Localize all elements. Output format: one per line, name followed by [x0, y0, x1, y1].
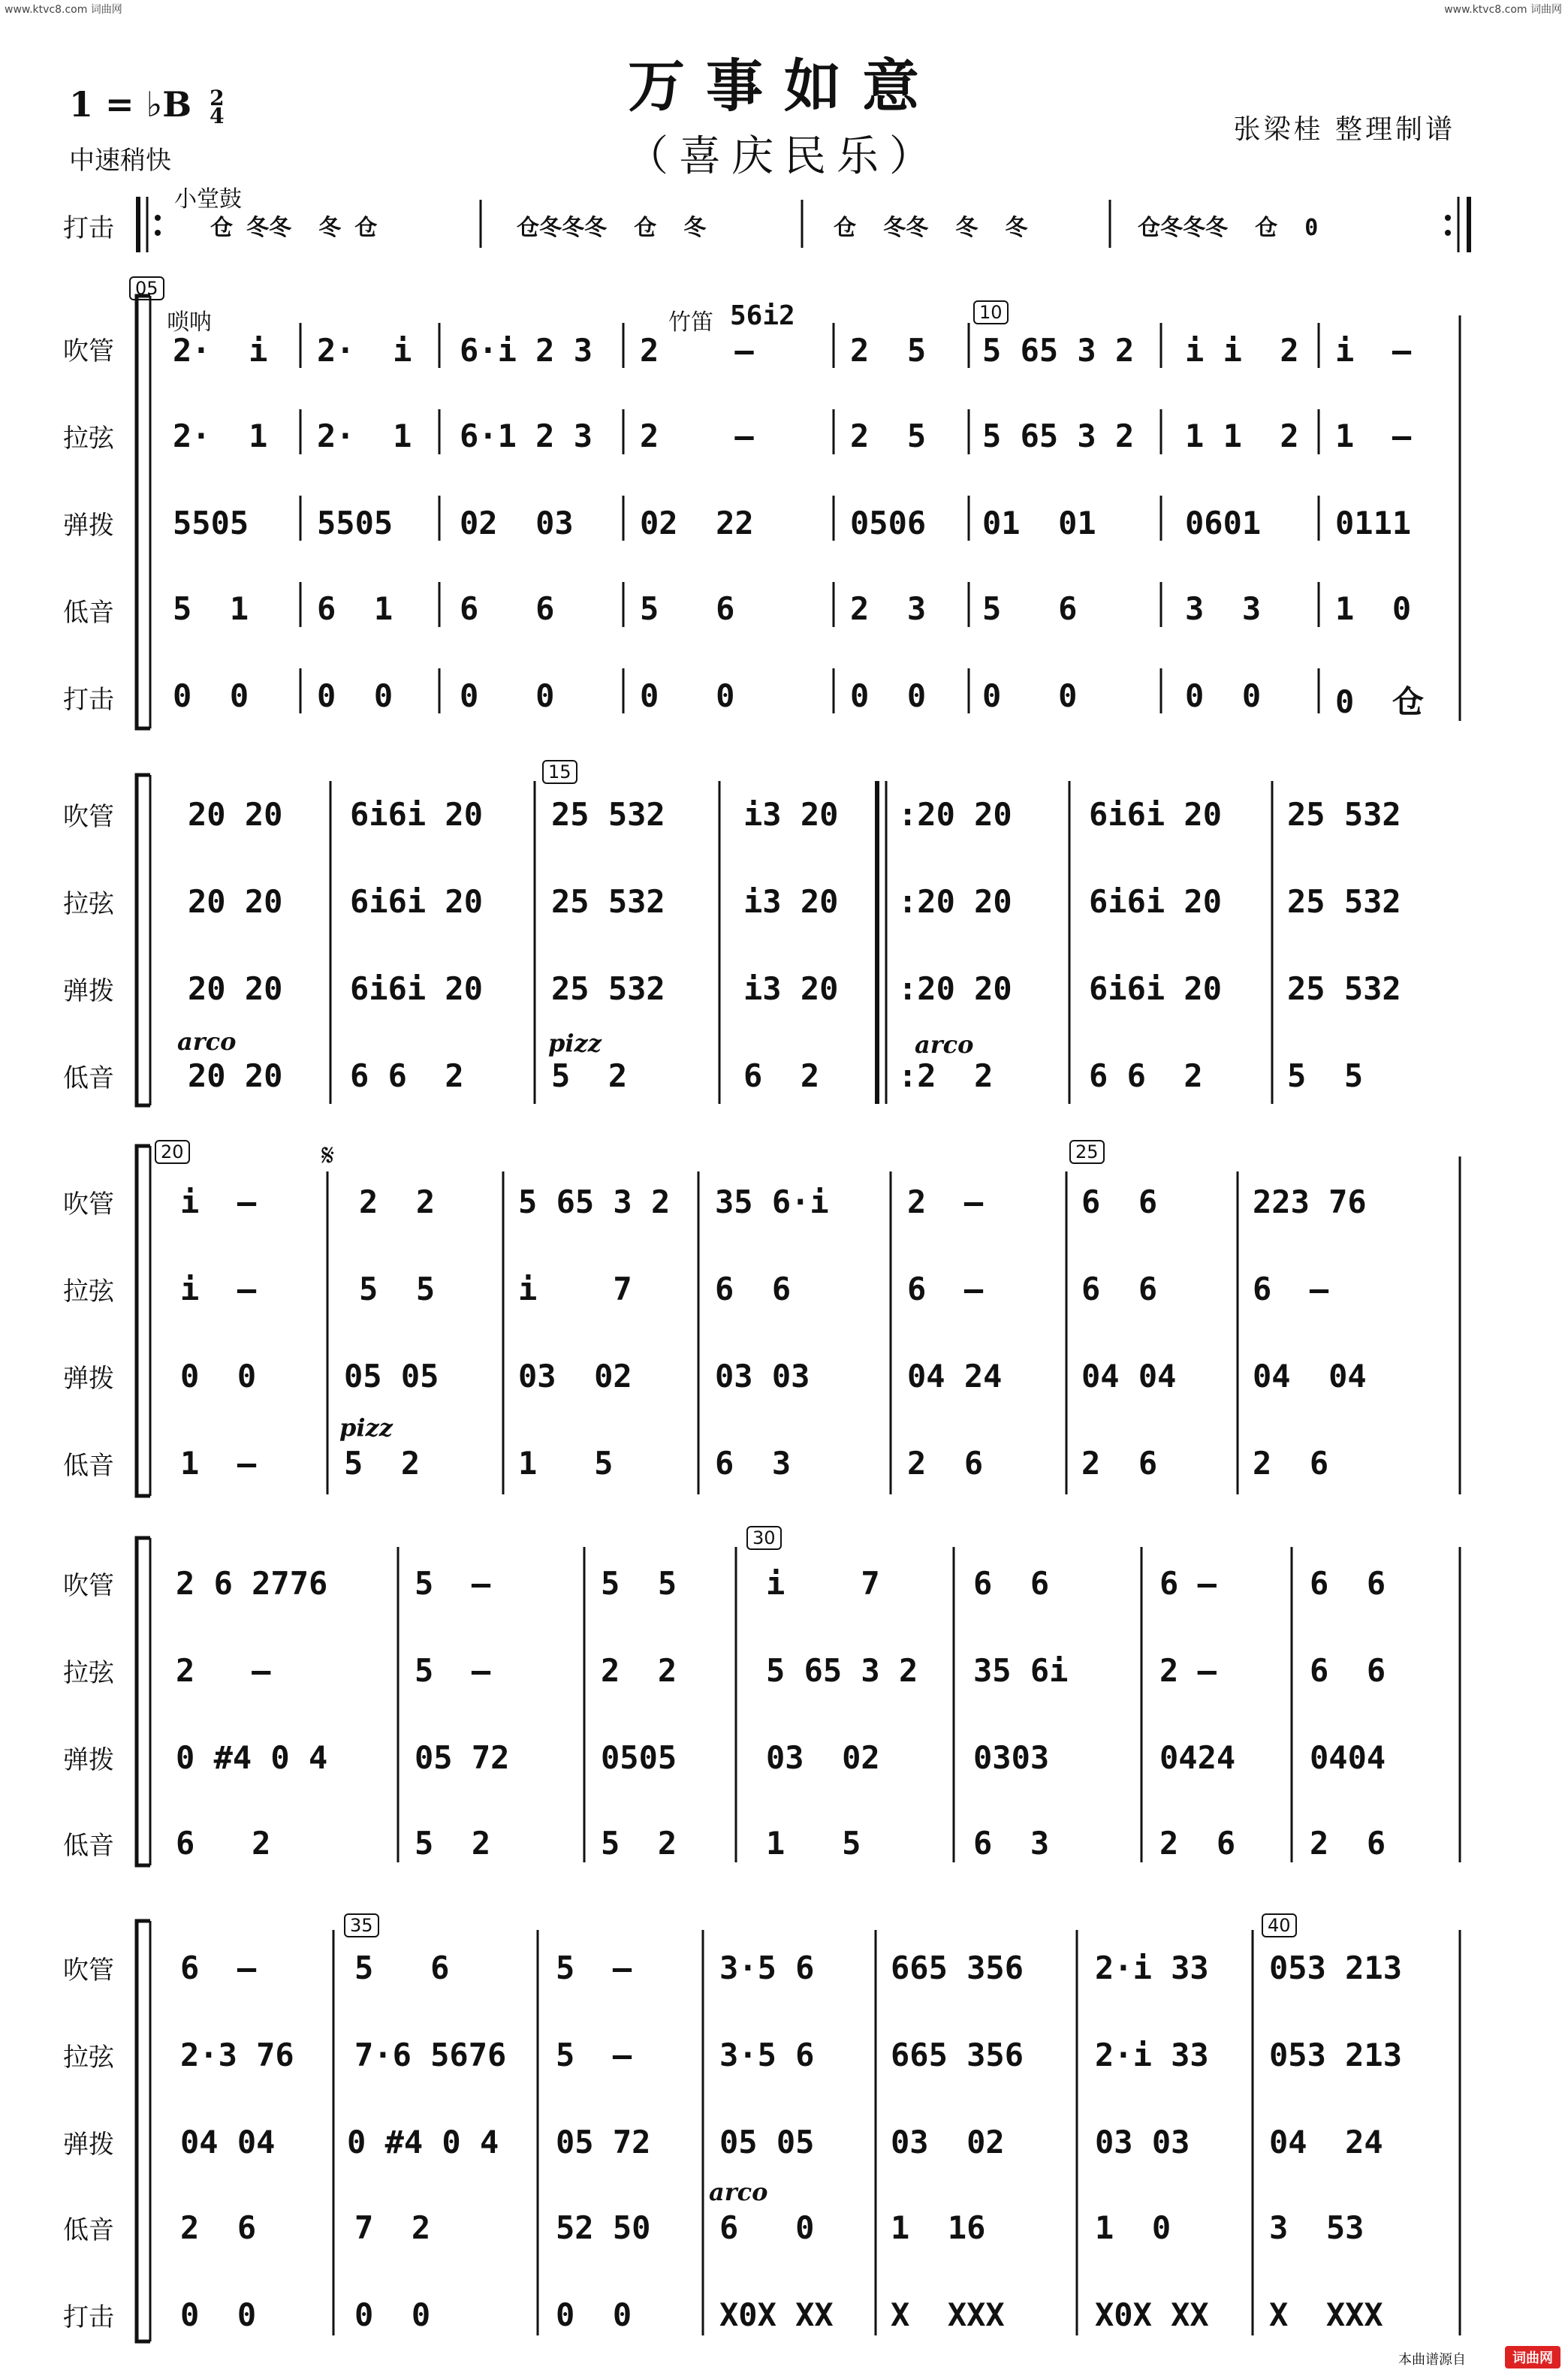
s2-bass-m5: :2 2 — [898, 1057, 994, 1094]
s1-bowed-m4: 2 – — [640, 418, 754, 454]
s4-plucked-m4: 03 02 — [766, 1739, 880, 1776]
s4-winds-m4: i 7 — [766, 1565, 880, 1602]
s1-bass-m8: 1 0 — [1335, 590, 1412, 627]
s1-winds-m2: 2· i — [317, 332, 412, 369]
s1-bass-m2: 6 1 — [317, 590, 394, 627]
measure-number: 40 — [1262, 1913, 1297, 1937]
s5-plucked-m5: 03 02 — [891, 2124, 1005, 2160]
intro-instrument-label: 打击 — [63, 213, 114, 243]
s2-bass-m7: 5 5 — [1287, 1057, 1364, 1094]
s1-perc-m3: 0 0 — [460, 677, 555, 714]
s2-plucked-m2: 6i6i 20 — [350, 970, 484, 1007]
s3-bass-m3: 1 5 — [518, 1445, 614, 1482]
s4-bass-m4: 1 5 — [766, 1825, 861, 1862]
s1-winds-m5: 2 5 — [850, 332, 927, 369]
s1-bowed-m7: 1 1 2 — [1185, 418, 1299, 454]
s3-bowed-m6: 6 6 — [1081, 1271, 1158, 1307]
s3-bowed-m1: i – — [180, 1271, 257, 1307]
s4-plucked-m1: 0 #4 0 4 — [176, 1739, 328, 1776]
measure-number: 35 — [344, 1913, 379, 1937]
s3-plucked-m6: 04 04 — [1081, 1358, 1177, 1395]
s4-bass-m6: 2 6 — [1159, 1825, 1236, 1862]
s1-bass-m4: 5 6 — [640, 590, 735, 627]
s4-winds-m7: 6 6 — [1310, 1565, 1386, 1602]
intro-bar-1: 仓 冬冬 冬 仓 — [210, 215, 378, 241]
s3-winds-m5: 2 – — [907, 1183, 984, 1220]
s4-bowed-m4: 5 65 3 2 — [766, 1652, 918, 1689]
s5-bowed-m2: 7·6 5676 — [354, 2037, 507, 2073]
instrument-label-plucked: 弹拨 — [63, 2130, 114, 2160]
s5-perc-m7: X XXX — [1269, 2296, 1383, 2333]
s1-plucked-m3: 02 03 — [460, 505, 574, 541]
score-title: 万事如意 — [628, 53, 940, 119]
instrument-label-bowed: 拉弦 — [63, 889, 114, 919]
instrument-label-bass: 低音 — [63, 1451, 114, 1481]
s5-winds-m5: 665 356 — [891, 1949, 1024, 1986]
pizz-marking-1: pizz — [548, 1029, 602, 1057]
s4-bowed-m7: 6 6 — [1310, 1652, 1386, 1689]
s2-bass-m2: 6 6 2 — [350, 1057, 464, 1094]
s2-bowed-m6: 6i6i 20 — [1089, 883, 1223, 920]
s2-bowed-m7: 25 532 — [1287, 883, 1401, 920]
s5-plucked-m1: 04 04 — [180, 2124, 276, 2160]
s1-bowed-m5: 2 5 — [850, 418, 927, 454]
s4-winds-m6: 6 – — [1159, 1565, 1217, 1602]
s4-winds-m3: 5 5 — [601, 1565, 677, 1602]
measure-number: 10 — [973, 300, 1009, 324]
s5-bowed-m3: 5 – — [556, 2037, 632, 2073]
s4-bowed-m1: 2 – — [176, 1652, 271, 1689]
s4-bowed-m3: 2 2 — [601, 1652, 677, 1689]
watermark-left: www.ktvc8.com 词曲网 — [5, 4, 122, 16]
s1-perc-m8: 0 仓 — [1335, 683, 1424, 720]
s1-perc-m5: 0 0 — [850, 677, 927, 714]
s3-plucked-m7: 04 04 — [1253, 1358, 1367, 1395]
s4-bass-m2: 5 2 — [415, 1825, 491, 1862]
arco-marking-3: arco — [709, 2178, 768, 2206]
s1-bowed-m8: 1 – — [1335, 418, 1412, 454]
s5-bass-m1: 2 6 — [180, 2209, 257, 2246]
s5-bowed-m7: 053 213 — [1269, 2037, 1403, 2073]
segno-icon: 𝄋 — [321, 1138, 335, 1173]
s5-plucked-m2: 0 #4 0 4 — [347, 2124, 499, 2160]
s3-plucked-m3: 03 02 — [518, 1358, 632, 1395]
s2-bass-m1: 20 20 — [188, 1057, 283, 1094]
s5-winds-m2: 5 6 — [354, 1949, 450, 1986]
s1-bowed-m1: 2· 1 — [173, 418, 268, 454]
score-subtitle: （喜庆民乐） — [626, 132, 942, 181]
s5-winds-m4: 3·5 6 — [719, 1949, 815, 1986]
s5-winds-m3: 5 – — [556, 1949, 632, 1986]
s2-plucked-m3: 25 532 — [551, 970, 665, 1007]
s2-bowed-m2: 6i6i 20 — [350, 883, 484, 920]
s4-bowed-m6: 2 – — [1159, 1652, 1217, 1689]
s5-bass-m5: 1 16 — [891, 2209, 986, 2246]
s4-plucked-m7: 0404 — [1310, 1739, 1386, 1776]
s3-winds-m2: 2 2 — [359, 1183, 436, 1220]
s4-winds-m1: 2 6 2776 — [176, 1565, 328, 1602]
footer-source: 本曲谱源自 — [1398, 2352, 1466, 2368]
s3-bass-m7: 2 6 — [1253, 1445, 1329, 1482]
s2-bowed-m5: :20 20 — [898, 883, 1012, 920]
s5-plucked-m3: 05 72 — [556, 2124, 651, 2160]
s3-plucked-m4: 03 03 — [715, 1358, 810, 1395]
s1-plucked-m5: 0506 — [850, 505, 927, 541]
s2-bass-m4: 6 2 — [743, 1057, 820, 1094]
s2-winds-m6: 6i6i 20 — [1089, 796, 1223, 833]
s3-winds-m6: 6 6 — [1081, 1183, 1158, 1220]
s2-bowed-m1: 20 20 — [188, 883, 283, 920]
s5-plucked-m7: 04 24 — [1269, 2124, 1383, 2160]
s2-bowed-m3: 25 532 — [551, 883, 665, 920]
s2-winds-m2: 6i6i 20 — [350, 796, 484, 833]
watermark-right: www.ktvc8.com 词曲网 — [1444, 4, 1562, 16]
intro-bar-4: 仓冬冬冬 仓 0 — [1138, 215, 1319, 241]
measure-number: 05 — [129, 276, 164, 300]
instrument-label-winds: 吹管 — [63, 1190, 114, 1220]
s3-bowed-m2: 5 5 — [359, 1271, 436, 1307]
s1-bass-m6: 5 6 — [982, 590, 1078, 627]
s3-bowed-m3: i 7 — [518, 1271, 632, 1307]
suona-label: 唢呐 — [167, 309, 212, 336]
dizi-notes: 56i2 — [730, 300, 795, 331]
measure-number: 20 — [155, 1140, 190, 1164]
s4-bowed-m5: 35 6i — [973, 1652, 1069, 1689]
s1-winds-m1: 2· i — [173, 332, 268, 369]
s3-bass-m6: 2 6 — [1081, 1445, 1158, 1482]
instrument-label-plucked: 弹拨 — [63, 976, 114, 1006]
s1-bass-m7: 3 3 — [1185, 590, 1262, 627]
s1-winds-m7: i i 2 — [1185, 332, 1299, 369]
s4-bass-m5: 6 3 — [973, 1825, 1050, 1862]
s5-bass-m4: 6 0 — [719, 2209, 815, 2246]
s1-winds-m6: 5 65 3 2 — [982, 332, 1135, 369]
s5-bass-m2: 7 2 — [354, 2209, 431, 2246]
s1-perc-m6: 0 0 — [982, 677, 1078, 714]
instrument-label-plucked: 弹拨 — [63, 1364, 114, 1394]
instrument-label-bowed: 拉弦 — [63, 2043, 114, 2073]
s3-winds-m1: i – — [180, 1183, 257, 1220]
s5-bowed-m1: 2·3 76 — [180, 2037, 294, 2073]
s5-perc-m3: 0 0 — [556, 2296, 632, 2333]
s4-winds-m5: 6 6 — [973, 1565, 1050, 1602]
measure-number: 30 — [746, 1526, 782, 1550]
s5-perc-m6: X0X XX — [1095, 2296, 1209, 2333]
dizi-label: 竹笛 — [668, 309, 713, 336]
instrument-label-bass: 低音 — [63, 2215, 114, 2245]
s3-bass-m2: 5 2 — [344, 1445, 421, 1482]
s2-winds-m1: 20 20 — [188, 796, 283, 833]
s5-bowed-m6: 2·i 33 — [1095, 2037, 1209, 2073]
s3-bass-m5: 2 6 — [907, 1445, 984, 1482]
s5-bass-m3: 52 50 — [556, 2209, 651, 2246]
s5-winds-m6: 2·i 33 — [1095, 1949, 1209, 1986]
s1-plucked-m7: 0601 — [1185, 505, 1262, 541]
s3-bass-m1: 1 – — [180, 1445, 257, 1482]
s4-plucked-m2: 05 72 — [415, 1739, 510, 1776]
s4-plucked-m3: 0505 — [601, 1739, 677, 1776]
s5-plucked-m4: 05 05 — [719, 2124, 815, 2160]
tempo-marking: 中速稍快 — [69, 146, 171, 176]
arco-marking-1: arco — [177, 1027, 237, 1056]
s4-bass-m1: 6 2 — [176, 1825, 271, 1862]
instrument-label-bowed: 拉弦 — [63, 1277, 114, 1307]
s3-plucked-m1: 0 0 — [180, 1358, 257, 1395]
s3-winds-m3: 5 65 3 2 — [518, 1183, 671, 1220]
intro-bar-3: 仓 冬冬 冬 冬 — [834, 215, 1028, 241]
drum-label: 小堂鼓 — [174, 186, 242, 213]
instrument-label-percussion: 打击 — [63, 685, 114, 715]
time-denominator: 4 — [210, 104, 225, 128]
s1-plucked-m6: 01 01 — [982, 505, 1096, 541]
s3-winds-m7: 223 76 — [1253, 1183, 1367, 1220]
s3-bowed-m4: 6 6 — [715, 1271, 792, 1307]
s1-bowed-m3: 6·1 2 3 — [460, 418, 593, 454]
s4-bass-m7: 2 6 — [1310, 1825, 1386, 1862]
s2-bass-m6: 6 6 2 — [1089, 1057, 1203, 1094]
s5-perc-m1: 0 0 — [180, 2296, 257, 2333]
instrument-label-bass: 低音 — [63, 1831, 114, 1861]
measure-number: 25 — [1069, 1140, 1105, 1164]
s5-bass-m7: 3 53 — [1269, 2209, 1364, 2246]
s2-bass-m3: 5 2 — [551, 1057, 628, 1094]
instrument-label-plucked: 弹拨 — [63, 511, 114, 541]
s1-bowed-m2: 2· 1 — [317, 418, 412, 454]
intro-bar-2: 仓冬冬冬 仓 冬 — [517, 215, 707, 241]
s1-bass-m3: 6 6 — [460, 590, 555, 627]
arranger-credit: 张梁桂 整理制谱 — [1233, 114, 1455, 145]
instrument-label-plucked: 弹拨 — [63, 1745, 114, 1775]
instrument-label-winds: 吹管 — [63, 1955, 114, 1986]
s5-bowed-m4: 3·5 6 — [719, 2037, 815, 2073]
s2-plucked-m1: 20 20 — [188, 970, 283, 1007]
s4-bass-m3: 5 2 — [601, 1825, 677, 1862]
s3-bowed-m7: 6 – — [1253, 1271, 1329, 1307]
s2-plucked-m5: :20 20 — [898, 970, 1012, 1007]
s1-plucked-m1: 5505 — [173, 505, 249, 541]
s2-plucked-m7: 25 532 — [1287, 970, 1401, 1007]
s5-bass-m6: 1 0 — [1095, 2209, 1171, 2246]
s5-winds-m1: 6 – — [180, 1949, 257, 1986]
s1-perc-m1: 0 0 — [173, 677, 249, 714]
s3-plucked-m5: 04 24 — [907, 1358, 1003, 1395]
s3-bowed-m5: 6 – — [907, 1271, 984, 1307]
instrument-label-bass: 低音 — [63, 598, 114, 628]
s1-perc-m7: 0 0 — [1185, 677, 1262, 714]
s2-plucked-m4: i3 20 — [743, 970, 839, 1007]
instrument-label-winds: 吹管 — [63, 802, 114, 832]
s1-winds-m4: 2 – — [640, 332, 754, 369]
s1-perc-m4: 0 0 — [640, 677, 735, 714]
instrument-label-bass: 低音 — [63, 1063, 114, 1093]
s4-plucked-m6: 0424 — [1159, 1739, 1236, 1776]
instrument-label-winds: 吹管 — [63, 1571, 114, 1601]
site-logo[interactable]: 词曲网 — [1505, 2346, 1560, 2368]
s2-winds-m5: :20 20 — [898, 796, 1012, 833]
s5-perc-m2: 0 0 — [354, 2296, 431, 2333]
s1-bowed-m6: 5 65 3 2 — [982, 418, 1135, 454]
s2-bowed-m4: i3 20 — [743, 883, 839, 920]
time-numerator: 2 — [210, 86, 225, 110]
instrument-label-winds: 吹管 — [63, 336, 114, 366]
pizz-marking-2: pizz — [339, 1413, 393, 1442]
s1-plucked-m8: 0111 — [1335, 505, 1412, 541]
instrument-label-bowed: 拉弦 — [63, 1658, 114, 1688]
s4-plucked-m5: 0303 — [973, 1739, 1050, 1776]
s2-winds-m3: 25 532 — [551, 796, 665, 833]
s5-perc-m4: X0X XX — [719, 2296, 834, 2333]
s5-winds-m7: 053 213 — [1269, 1949, 1403, 1986]
instrument-label-bowed: 拉弦 — [63, 424, 114, 454]
s3-bass-m4: 6 3 — [715, 1445, 792, 1482]
s5-plucked-m6: 03 03 — [1095, 2124, 1190, 2160]
arco-marking-2: arco — [915, 1030, 974, 1059]
key-label: 1 = ♭B — [69, 84, 192, 125]
s1-winds-m8: i – — [1335, 332, 1412, 369]
s5-bowed-m5: 665 356 — [891, 2037, 1024, 2073]
s2-winds-m7: 25 532 — [1287, 796, 1401, 833]
s4-winds-m2: 5 – — [415, 1565, 491, 1602]
s2-plucked-m6: 6i6i 20 — [1089, 970, 1223, 1007]
s1-perc-m2: 0 0 — [317, 677, 394, 714]
s3-plucked-m2: 05 05 — [344, 1358, 439, 1395]
instrument-label-percussion: 打击 — [63, 2302, 114, 2332]
s1-plucked-m4: 02 22 — [640, 505, 754, 541]
s4-bowed-m2: 5 – — [415, 1652, 491, 1689]
s3-winds-m4: 35 6·i — [715, 1183, 829, 1220]
s2-winds-m4: i3 20 — [743, 796, 839, 833]
s1-bass-m5: 2 3 — [850, 590, 927, 627]
measure-number: 15 — [542, 760, 577, 784]
s1-plucked-m2: 5505 — [317, 505, 394, 541]
s1-winds-m3: 6·i 2 3 — [460, 332, 593, 369]
s5-perc-m5: X XXX — [891, 2296, 1005, 2333]
s1-bass-m1: 5 1 — [173, 590, 249, 627]
